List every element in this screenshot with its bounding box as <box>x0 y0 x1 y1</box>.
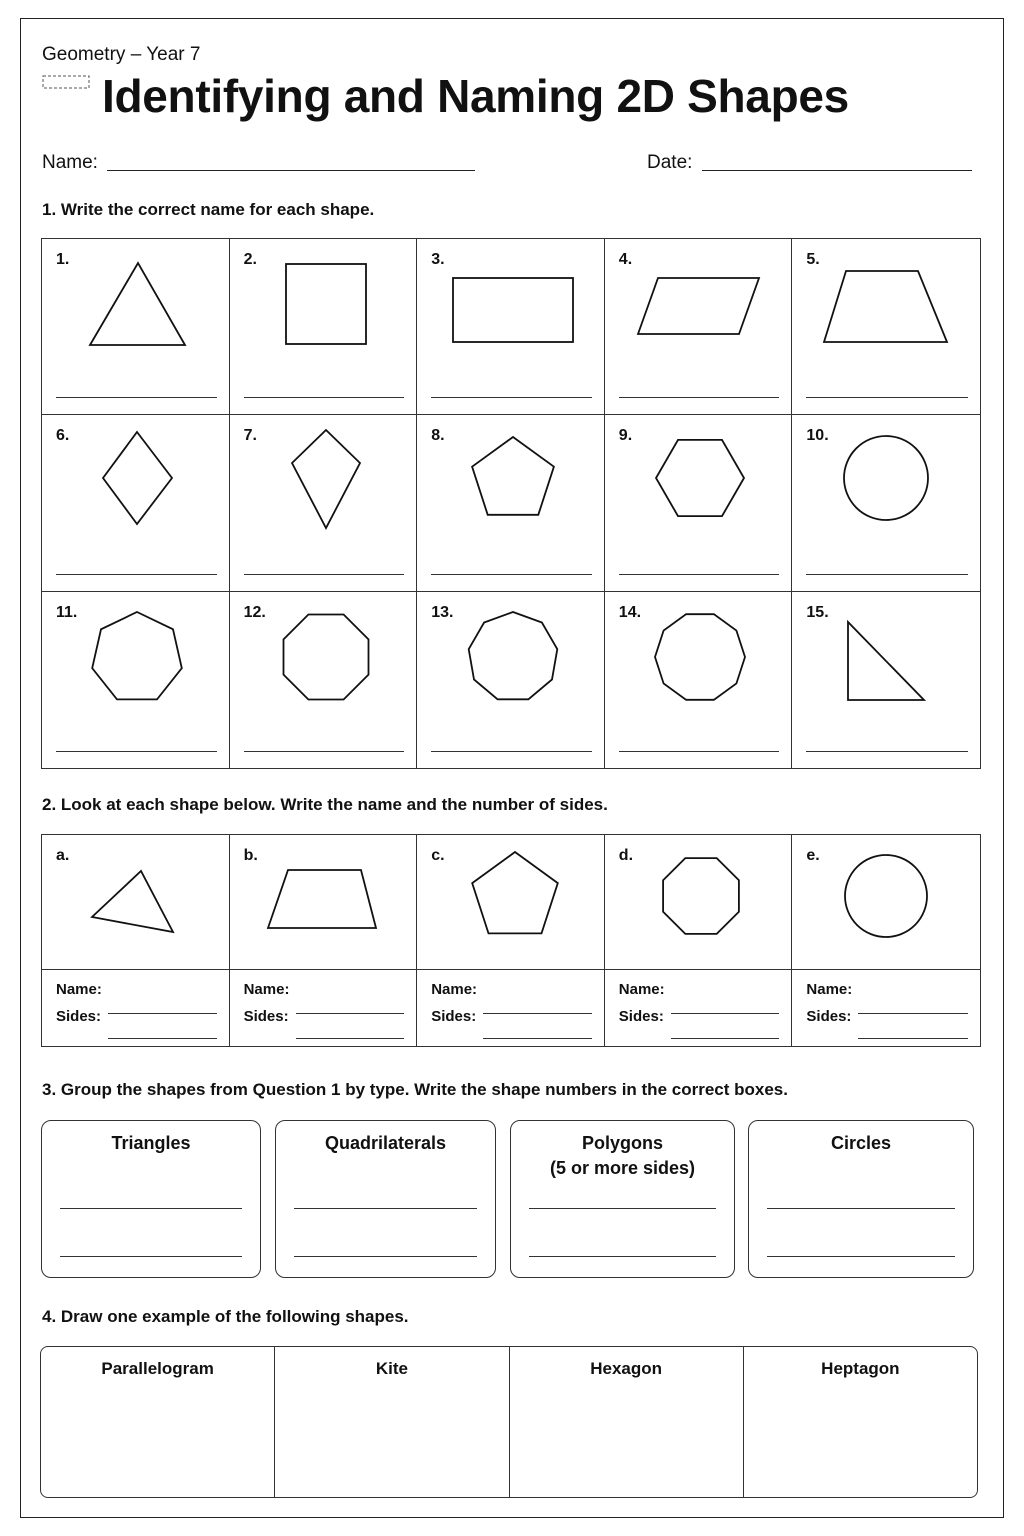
q1-answer-line[interactable] <box>431 751 592 752</box>
q2-name-label: Name: <box>243 981 290 998</box>
q3-answer-line[interactable] <box>529 1256 716 1257</box>
q2-shape-letter: c. <box>431 847 445 864</box>
q2-name-answer-line[interactable] <box>108 1013 217 1014</box>
right-triangle-shape <box>792 592 980 742</box>
q3-answer-line[interactable] <box>60 1208 242 1209</box>
hexagon-shape <box>605 415 793 565</box>
q4-draw-table <box>40 1346 978 1498</box>
q1-shape-cell <box>42 592 230 768</box>
q3-answer-line[interactable] <box>294 1256 477 1257</box>
q1-shape-number: 2. <box>243 251 257 268</box>
q3-group-box <box>41 1120 261 1278</box>
q2-sides-answer-line[interactable] <box>108 1038 217 1039</box>
parallelogram-shape <box>605 239 793 389</box>
q1-answer-line[interactable] <box>244 574 405 575</box>
q2-name-label: Name: <box>618 981 665 998</box>
q2-name-answer-line[interactable] <box>483 1013 592 1014</box>
q1-answer-line[interactable] <box>56 574 217 575</box>
q2-shape-grid <box>41 834 981 1047</box>
rectangle-shape <box>417 239 605 389</box>
q1-shape-cell <box>605 239 793 415</box>
q2-shape-letter: e. <box>806 847 820 864</box>
q1-shape-number: 14. <box>618 603 642 621</box>
nonagon-shape <box>417 592 605 742</box>
rhombus-shape <box>42 415 230 565</box>
q1-shape-number: 4. <box>618 251 633 268</box>
scalene-triangle-shape <box>42 835 230 969</box>
q1-shape-cell <box>417 239 605 415</box>
q1-shape-cell <box>417 592 605 768</box>
q2-sides-label: Sides: <box>243 1008 289 1025</box>
kite-shape <box>230 415 418 565</box>
q3-group-box <box>275 1120 496 1278</box>
q2-name-label: Name: <box>806 981 853 998</box>
q1-shape-cell <box>792 239 980 415</box>
q2-answer-area <box>230 969 417 1046</box>
q4-shape-label: Kite <box>375 1359 408 1378</box>
q1-answer-line[interactable] <box>806 574 968 575</box>
q1-shape-number: 3. <box>431 251 445 268</box>
q2-answer-area <box>417 969 604 1046</box>
date-field[interactable] <box>702 170 972 171</box>
q4-draw-area[interactable] <box>41 1347 275 1497</box>
q1-shape-cell <box>792 415 980 591</box>
q1-answer-line[interactable] <box>619 751 780 752</box>
q1-answer-line[interactable] <box>619 574 780 575</box>
date-label: Date: <box>647 152 693 173</box>
q1-shape-number: 11. <box>56 603 78 621</box>
trapezium-shape <box>230 835 418 969</box>
q2-instruction: 2. Look at each shape below. Write the name and the number of sides. <box>42 795 608 814</box>
equilateral-triangle-shape <box>42 239 230 389</box>
q3-answer-line[interactable] <box>60 1256 242 1257</box>
pentagon-shape <box>417 415 605 565</box>
q3-instruction: 3. Group the shapes from Question 1 by type. Write the shape numbers in the correct boxes. <box>42 1080 788 1099</box>
q4-shape-label: Parallelogram <box>101 1359 214 1378</box>
q2-sides-label: Sides: <box>618 1008 664 1025</box>
q2-sides-label: Sides: <box>56 1008 102 1025</box>
q2-shape-cell <box>230 835 418 1046</box>
q2-shape-letter: d. <box>618 847 634 864</box>
q1-shape-number: 8. <box>431 427 445 445</box>
q2-shape-cell <box>792 835 980 1046</box>
q1-shape-number: 9. <box>618 427 633 445</box>
q2-name-answer-line[interactable] <box>858 1013 968 1014</box>
q2-name-label: Name: <box>431 981 478 998</box>
heptagon-shape <box>42 592 230 742</box>
q1-answer-line[interactable] <box>56 397 217 398</box>
q1-shape-number: 10. <box>806 427 829 445</box>
q4-draw-area[interactable] <box>275 1347 509 1497</box>
q1-answer-line[interactable] <box>244 751 405 752</box>
q2-sides-answer-line[interactable] <box>671 1038 780 1039</box>
page-title: Identifying and Naming 2D Shapes <box>102 70 849 122</box>
q2-answer-area <box>605 969 792 1046</box>
q2-sides-answer-line[interactable] <box>858 1038 968 1039</box>
q4-instruction: 4. Draw one example of the following shapes. <box>42 1307 409 1326</box>
q3-answer-line[interactable] <box>767 1208 955 1209</box>
q3-group-title: Quadrilaterals <box>324 1133 447 1153</box>
q3-group-title: Triangles <box>111 1133 191 1153</box>
circle-shape <box>792 415 980 565</box>
q1-answer-line[interactable] <box>806 751 968 752</box>
q1-answer-line[interactable] <box>806 397 968 398</box>
q2-shape-letter: b. <box>243 847 258 864</box>
q4-draw-area[interactable] <box>744 1347 977 1497</box>
q1-shape-cell <box>230 415 418 591</box>
q3-group-box <box>748 1120 974 1278</box>
q1-shape-number: 6. <box>56 427 70 445</box>
q1-shape-number: 13. <box>431 603 454 621</box>
q2-sides-label: Sides: <box>806 1008 852 1025</box>
q4-shape-label: Heptagon <box>821 1359 900 1378</box>
pentagon-shape <box>417 835 605 969</box>
q1-shape-cell <box>42 415 230 591</box>
q1-answer-line[interactable] <box>619 397 780 398</box>
circle-shape <box>792 835 980 969</box>
q3-group-subtitle: (5 or more sides) <box>549 1158 696 1179</box>
name-label: Name: <box>42 152 98 173</box>
q2-sides-answer-line[interactable] <box>296 1038 405 1039</box>
q3-group-title: Circles <box>830 1133 892 1153</box>
q2-name-answer-line[interactable] <box>296 1013 405 1014</box>
octagon-shape <box>230 592 418 742</box>
q1-shape-cell <box>417 415 605 591</box>
q1-shape-cell <box>792 592 980 768</box>
q2-answer-area <box>42 969 229 1046</box>
name-field[interactable] <box>107 170 475 171</box>
q2-answer-area <box>792 969 980 1046</box>
q2-name-label: Name: <box>56 981 102 998</box>
q1-answer-line[interactable] <box>244 397 405 398</box>
q3-answer-line[interactable] <box>294 1208 477 1209</box>
q3-answer-line[interactable] <box>767 1256 955 1257</box>
logo-icon <box>42 74 90 90</box>
q4-shape-label: Hexagon <box>590 1359 663 1378</box>
q2-shape-cell <box>605 835 793 1046</box>
q1-shape-cell <box>605 592 793 768</box>
q1-shape-number: 1. <box>56 251 70 268</box>
q2-name-answer-line[interactable] <box>671 1013 780 1014</box>
q1-shape-cell <box>42 239 230 415</box>
octagon-shape <box>605 835 793 969</box>
q1-shape-number: 7. <box>243 427 257 445</box>
q1-shape-number: 12. <box>243 603 266 621</box>
q3-group-box <box>510 1120 735 1278</box>
q3-group-title: Polygons <box>581 1133 663 1153</box>
q1-shape-cell <box>230 239 418 415</box>
q1-answer-line[interactable] <box>431 397 592 398</box>
q1-shape-number: 5. <box>806 251 820 268</box>
q1-shape-grid <box>41 238 981 769</box>
q4-draw-area[interactable] <box>510 1347 744 1497</box>
q1-shape-cell <box>230 592 418 768</box>
q2-shape-cell <box>42 835 230 1046</box>
q2-shape-cell <box>417 835 605 1046</box>
q1-shape-number: 15. <box>806 603 829 621</box>
q3-answer-line[interactable] <box>529 1208 716 1209</box>
square-shape <box>230 239 418 389</box>
q2-shape-letter: a. <box>56 847 70 864</box>
subject-label: Geometry – Year 7 <box>42 44 201 65</box>
trapezium-shape <box>792 239 980 389</box>
q1-answer-line[interactable] <box>431 574 592 575</box>
q1-answer-line[interactable] <box>56 751 217 752</box>
q2-sides-answer-line[interactable] <box>483 1038 592 1039</box>
q1-instruction: 1. Write the correct name for each shape. <box>42 200 375 219</box>
q1-shape-cell <box>605 415 793 591</box>
q2-sides-label: Sides: <box>431 1008 477 1025</box>
decagon-shape <box>605 592 793 742</box>
